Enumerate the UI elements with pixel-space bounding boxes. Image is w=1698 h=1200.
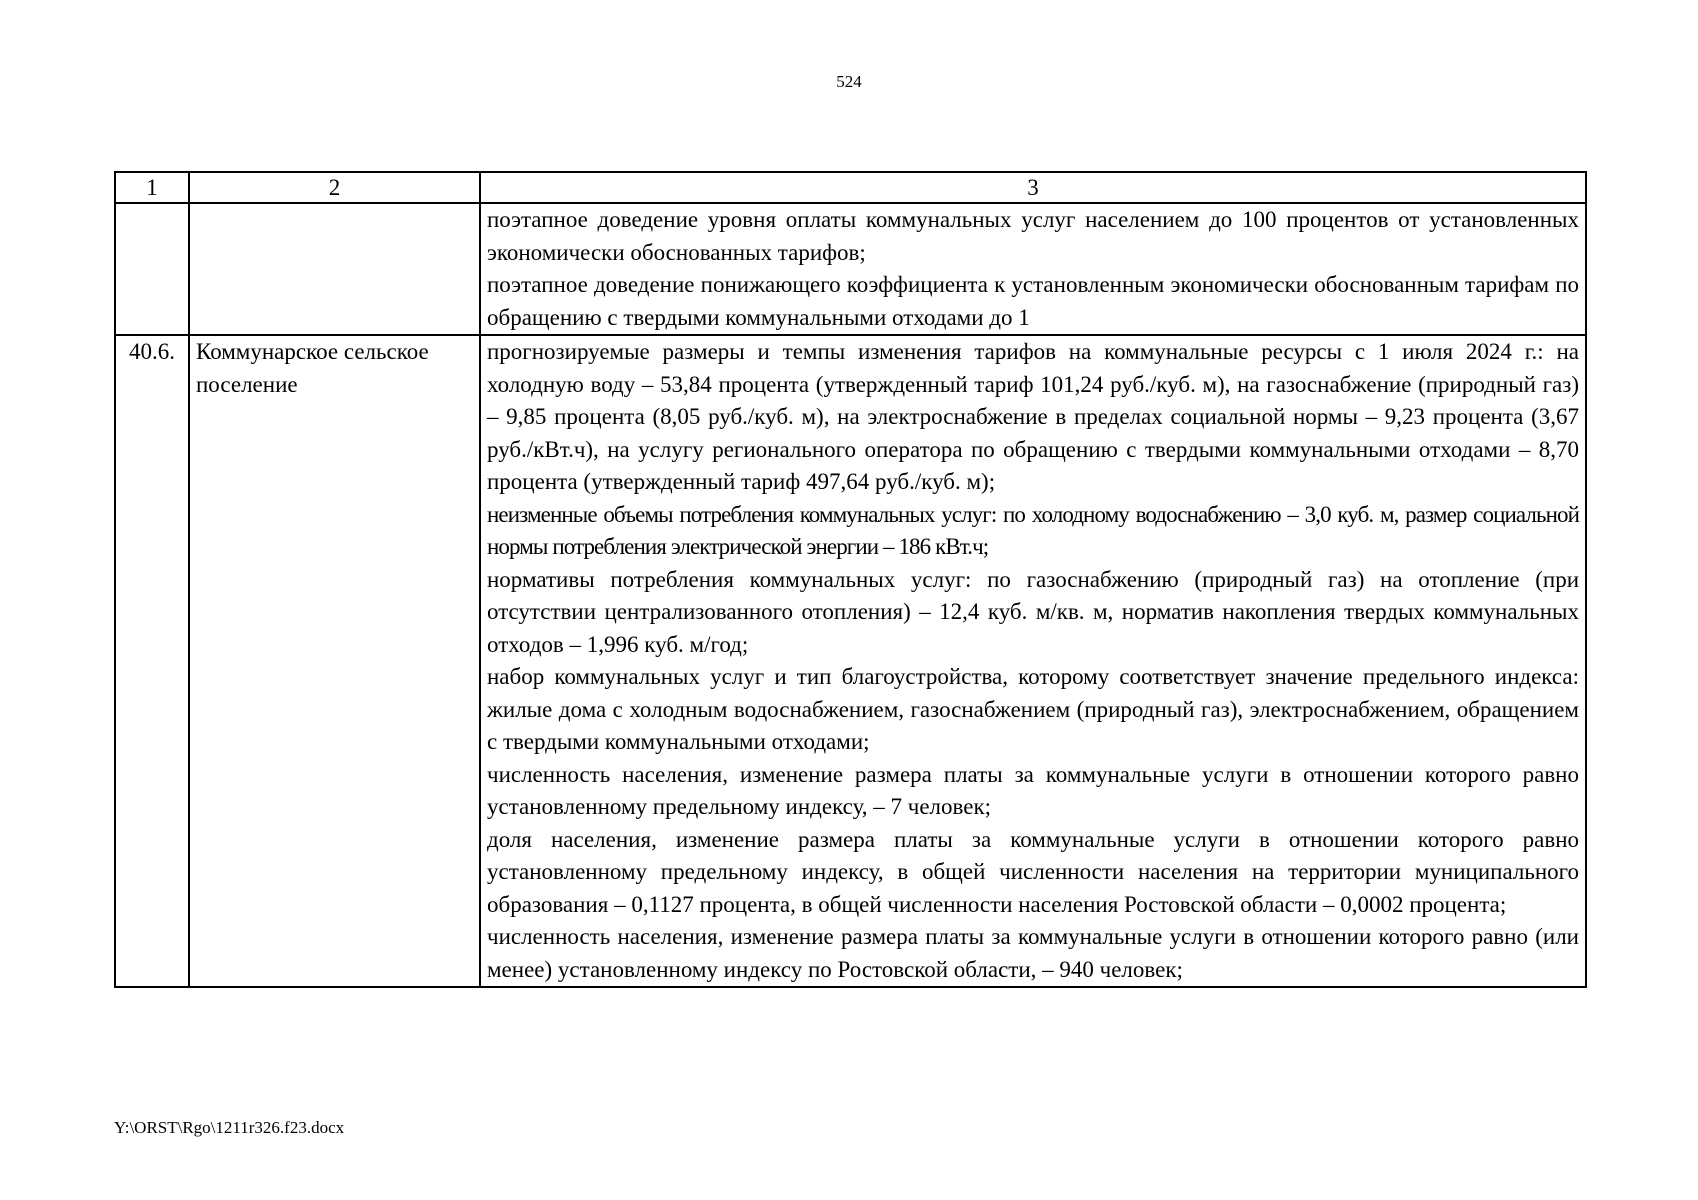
- row-name-cell: [189, 203, 480, 335]
- row-name-cell: Коммунарское сельское поселение: [189, 335, 480, 987]
- row-number-cell: 40.6.: [115, 335, 189, 987]
- row-content-cell: [480, 335, 1586, 987]
- file-path-footer: Y:\ORST\Rgo\1211r326.f23.docx: [114, 1118, 345, 1137]
- document-table: [114, 171, 1587, 988]
- content-paragraph: нормативы потребления коммунальных услуг: по газоснабжению (природный газ) на отопление (при отсутствии централизованного отопления) – 12,4 куб. м/кв. м, норматив накопления твердых коммунальных отходов – 1,996 куб. м/год;: [487, 566, 1579, 657]
- table-row-continuation: [115, 203, 1586, 335]
- content-paragraph: неизменные объемы потребления коммунальных услуг: по холодному водоснабжению – 3,0 куб. м, размер социальной нормы потребления электрической энергии – 186 кВт.ч;: [487, 501, 1579, 559]
- content-paragraph: прогнозируемые размеры и темпы изменения тарифов на коммунальные ресурсы с 1 июля 2024 г.: на холодную воду – 53,84 процента (утвержденный тариф 101,24 руб./куб. м), на газоснабжение (природный газ) – 9,85 процента (8,05 руб./куб. м), на электроснабжение в пределах социальной нормы – 9,23 процента (3,67 руб./кВт.ч), на услугу регионального оператора по обращению с твердыми коммунальными отходами – 8,70 процента (утвержденный тариф 497,64 руб./куб. м);: [487, 339, 1579, 494]
- table-row: [115, 335, 1586, 987]
- row-content-cell: [480, 203, 1586, 335]
- content-paragraph: численность населения, изменение размера платы за коммунальные услуги в отношении которого равно установленному предельному индексу, – 7 человек;: [487, 761, 1579, 819]
- column-header-1: 1: [115, 172, 189, 203]
- row-number-cell: [115, 203, 189, 335]
- table-header-row: [115, 172, 1586, 203]
- content-paragraph: доля населения, изменение размера платы за коммунальные услуги в отношении которого равно установленному предельному индексу, в общей численности населения на территории муниципального образования – 0,1127 процента, в общей численности населения Ростовской области – 0,0002 процента;: [487, 826, 1579, 917]
- content-paragraph: поэтапное доведение уровня оплаты коммунальных услуг населением до 100 процентов от установленных экономически обоснованных тарифов;: [487, 207, 1579, 265]
- content-paragraph: численность населения, изменение размера платы за коммунальные услуги в отношении которого равно (или менее) установленному индексу по Ростовской области, – 940 человек;: [487, 924, 1579, 982]
- content-paragraph: набор коммунальных услуг и тип благоустройства, которому соответствует значение предельного индекса: жилые дома с холодным водоснабжением, газоснабжением (природный газ), электроснабжением, обращением с твердыми коммунальными отходами;: [487, 664, 1579, 754]
- column-header-3: 3: [480, 172, 1586, 203]
- column-header-2: 2: [189, 172, 480, 203]
- page-number: 524: [836, 72, 862, 91]
- content-paragraph: поэтапное доведение понижающего коэффициента к установленным экономически обоснованным тарифам по обращению с твердыми коммунальными отходами до 1: [487, 272, 1579, 330]
